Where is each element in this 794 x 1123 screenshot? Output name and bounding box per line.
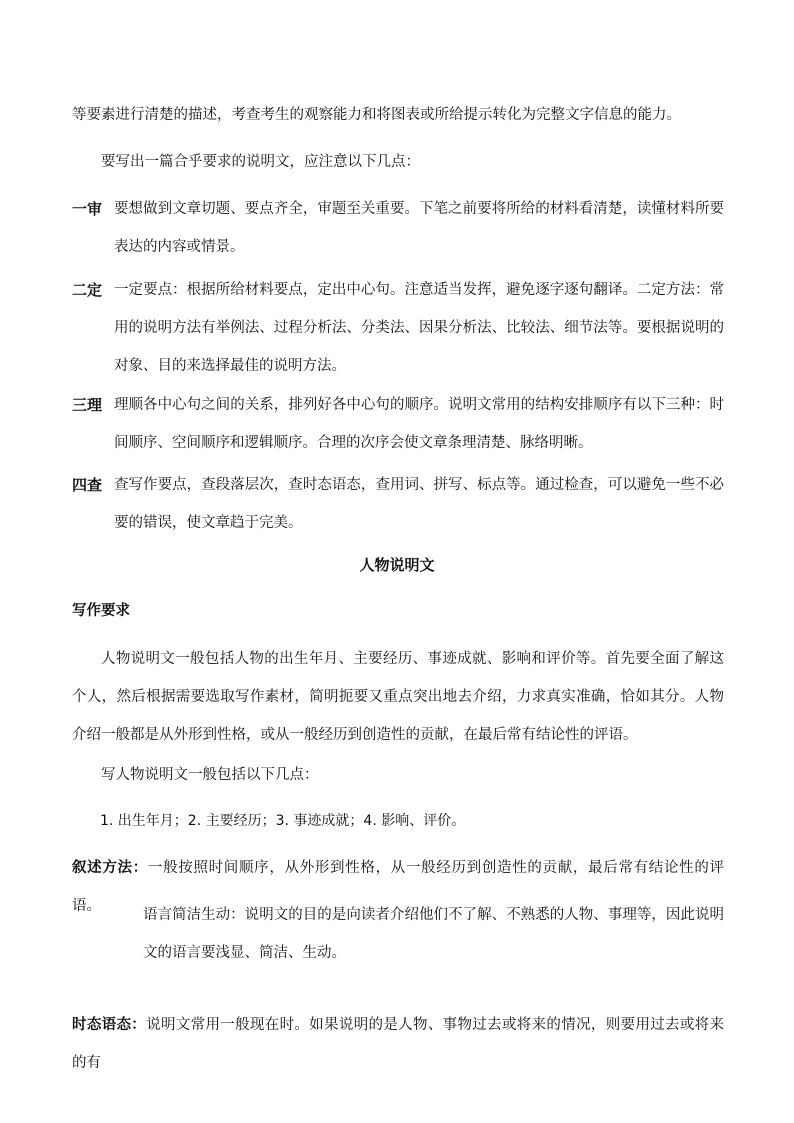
step-label: 二定 bbox=[72, 281, 103, 299]
step-label: 四查 bbox=[72, 476, 103, 494]
step-text: 理顺各中心句之间的关系，排列好各中心句的顺序。说明文常用的结构安排顺序有以下三种：时间顺序、空间顺序和逻辑顺序。合理的次序会使文章条理清楚、脉络明晰。 bbox=[114, 397, 724, 451]
step-label: 三理 bbox=[72, 396, 103, 414]
tense-text: 说明文常用一般现在时。如果说明的是人物、事物过去或将来的情况，则要用过去或将来的有 bbox=[72, 1017, 725, 1071]
language-paragraph: 语言简洁生动：说明文的目的是向读者介绍他们不了解、不熟悉的人物、事理等，因此说明文的语言要浅显、简洁、生动。 bbox=[143, 907, 724, 961]
step-ding bbox=[72, 271, 724, 385]
step-cha bbox=[72, 466, 724, 542]
step-text: 查写作要点，查段落层次，查时态语态，查用词、拼写、标点等。通过检查，可以避免一些不必要的错误，使文章趋于完美。 bbox=[114, 477, 724, 531]
step-text: 要想做到文章切题、要点齐全，审题至关重要。下笔之前要将所给的材料看清楚，读懂材料所要表达的内容或情景。 bbox=[114, 201, 724, 255]
intro-line: 等要素进行清楚的描述，考查考生的观察能力和将图表或所给提示转化为完整文字信息的能力。 bbox=[72, 107, 681, 123]
method-label: 叙述方法： bbox=[72, 860, 148, 876]
intro-points-lead: 要写出一篇合乎要求的说明文，应注意以下几点： bbox=[101, 154, 420, 170]
step-shen bbox=[72, 190, 724, 266]
step-label: 一审 bbox=[72, 200, 103, 218]
section-paragraph: 人物说明文一般包括人物的出生年月、主要经历、事迹成就、影响和评价等。首先要全面了解这个人，然后根据需要选取写作素材，简明扼要又重点突出地去介绍，力求真实准确，恰如其分。人物介绍一般都是从外形到性格，或从一般经历到创造性的贡献，在最后常有结论性的评语。 bbox=[72, 651, 724, 743]
step-text: 一定要点：根据所给材料要点，定出中心句。注意适当发挥，避免逐字逐句翻译。二定方法：常用的说明方法有举例法、过程分析法、分类法、因果分析法、比较法、细节法等。要根据说明的对象、目的来选择最佳的说明方法。 bbox=[114, 282, 724, 374]
step-li bbox=[72, 386, 724, 462]
section-title: 人物说明文 bbox=[359, 556, 435, 574]
section-points-lead: 写人物说明文一般包括以下几点： bbox=[101, 767, 319, 783]
method-text: 一般按照时间顺序，从外形到性格，从一般经历到创造性的贡献，最后常有结论性的评语。 bbox=[72, 860, 725, 914]
tense-line bbox=[72, 1006, 724, 1082]
section-subhead: 写作要求 bbox=[72, 603, 130, 619]
points-list: 1. 出生年月；2. 主要经历；3. 事迹成就；4. 影响、评价。 bbox=[100, 813, 466, 829]
tense-label: 时态语态： bbox=[72, 1017, 147, 1033]
